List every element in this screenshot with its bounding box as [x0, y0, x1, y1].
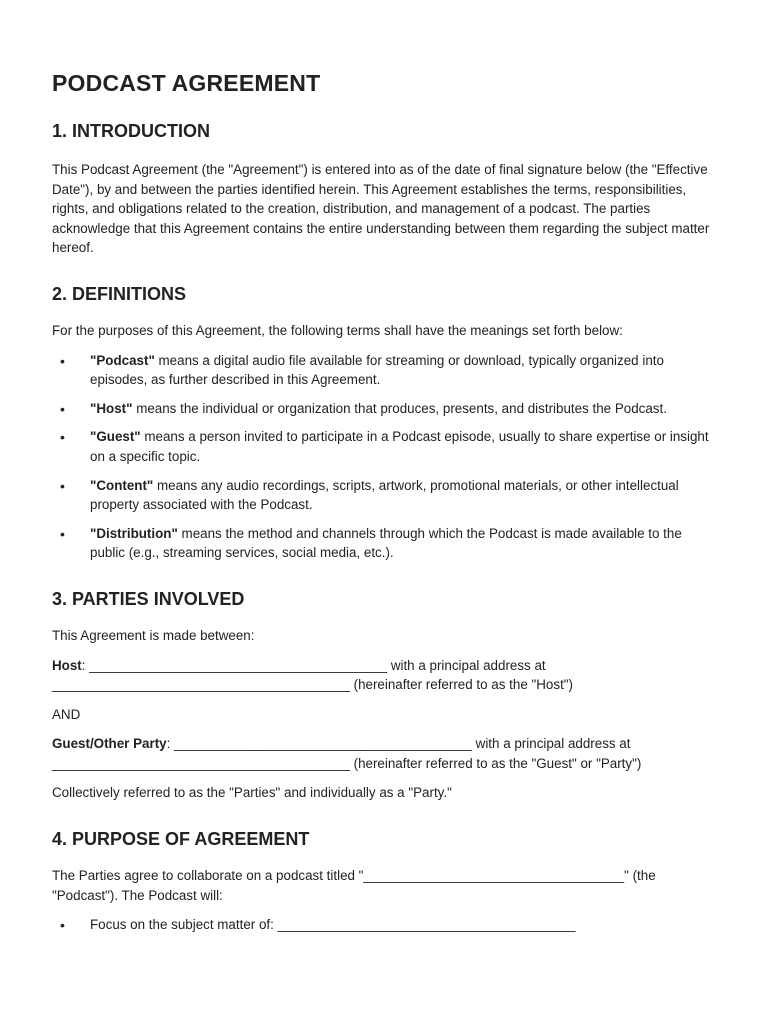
host-label: Host	[52, 657, 82, 673]
and-text: AND	[52, 706, 81, 722]
purpose-item-text: Focus on the subject matter of: ________________________________________	[90, 917, 576, 933]
definition-term: "Guest"	[90, 429, 141, 445]
definitions-list	[52, 351, 718, 563]
section-heading-introduction: 1. INTRODUCTION	[52, 121, 211, 141]
bullet-icon: •	[60, 429, 65, 446]
list-item	[52, 476, 718, 515]
purpose-intro: The Parties agree to collaborate on a podcast titled "___________________________________" (the "Podcast"). The Podcast will:	[52, 868, 656, 903]
host-clause-text: : ________________________________________ with a principal address at ________________________________________ (hereinafter referred to as the "Host")	[52, 657, 573, 693]
definition-term: "Host"	[90, 400, 133, 416]
definitions-intro: For the purposes of this Agreement, the following terms shall have the meanings set forth below:	[52, 322, 623, 338]
document-title: PODCAST AGREEMENT	[52, 70, 321, 96]
guest-label: Guest/Other Party	[52, 736, 167, 752]
list-item	[52, 524, 718, 563]
host-clause	[52, 656, 718, 695]
definition-text: means a person invited to participate in a Podcast episode, usually to share expertise or insight on a specific topic.	[90, 429, 709, 464]
list-item	[52, 351, 718, 390]
bullet-icon: •	[60, 400, 65, 417]
introduction-paragraph: This Podcast Agreement (the "Agreement") is entered into as of the date of final signature below (the "Effective Date"), by and between the parties identified herein. This Agreement establishes the terms, responsibilities, rights, and obligations related to the creation, distribution, and management of a podcast. The parties acknowledge that this Agreement contains the entire understanding between them regarding the subject matter hereof.	[52, 162, 710, 256]
section-heading-definitions: 2. DEFINITIONS	[52, 283, 187, 304]
definition-text: means a digital audio file available for streaming or download, typically organized into episodes, as further described in this Agreement.	[90, 352, 664, 388]
definition-term: "Podcast"	[90, 352, 155, 368]
parties-intro: This Agreement is made between:	[52, 627, 255, 643]
definition-text: means the individual or organization that produces, presents, and distributes the Podcast.	[132, 400, 667, 416]
bullet-icon: •	[60, 352, 65, 369]
section-heading-parties: 3. PARTIES INVOLVED	[52, 588, 245, 609]
definition-text: means any audio recordings, scripts, artwork, promotional materials, or other intellectual property associated with the Podcast.	[90, 477, 679, 513]
list-item	[52, 915, 718, 935]
bullet-icon: •	[60, 917, 65, 934]
list-item	[52, 427, 718, 466]
definition-term: "Distribution"	[90, 525, 178, 541]
collective-text: Collectively referred to as the "Parties" and individually as a "Party."	[52, 785, 452, 801]
guest-clause	[52, 734, 718, 773]
guest-clause-text: : ________________________________________ with a principal address at ________________________________________ (hereinafter referred to as the "Guest" or "Party")	[52, 736, 642, 771]
section-heading-purpose: 4. PURPOSE OF AGREEMENT	[52, 829, 310, 850]
definition-term: "Content"	[90, 477, 154, 493]
definition-text: means the method and channels through which the Podcast is made available to the public (e.g., streaming services, social media, etc.).	[90, 525, 682, 561]
purpose-list	[52, 915, 718, 935]
bullet-icon: •	[60, 525, 65, 542]
bullet-icon: •	[60, 477, 65, 494]
list-item	[52, 399, 718, 419]
